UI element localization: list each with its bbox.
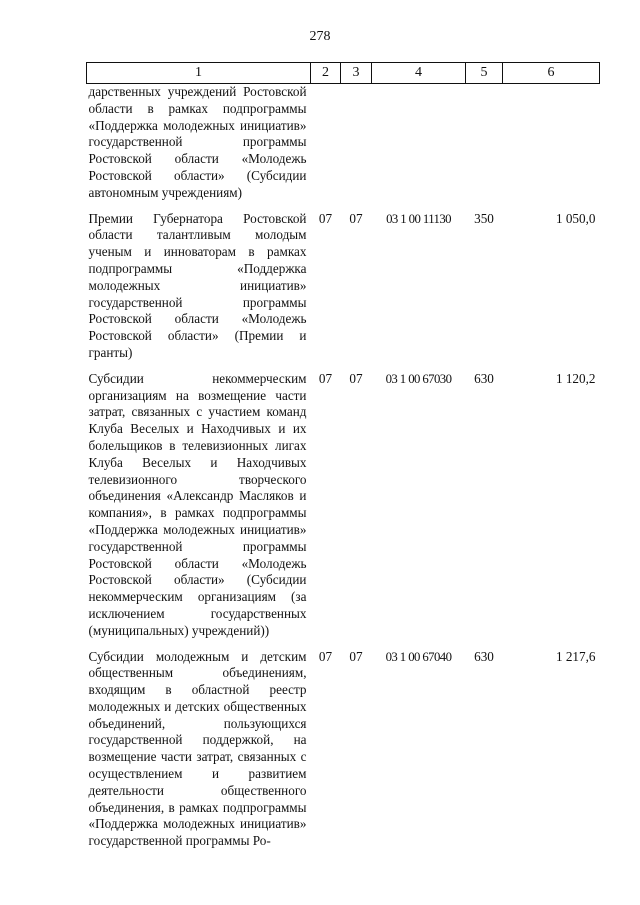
row-expense-type: 350 xyxy=(474,210,494,226)
row-section: 07 xyxy=(318,648,333,664)
row-description: Премии Губернатора Ростовской области талантливым молодым ученым и инноваторам в рамках подпрограммы «Поддержка молодежных инициатив» государственной программы Ростовской области «Молодежь Ростовской области» (Премии и гранты) xyxy=(88,210,307,360)
column-header: 5 xyxy=(466,63,503,84)
column-header: 6 xyxy=(503,63,600,84)
row-expense-type: 630 xyxy=(474,370,494,386)
row-subsection: 07 xyxy=(349,210,363,226)
column-header: 1 xyxy=(87,63,311,84)
column-header: 2 xyxy=(311,63,341,84)
row-section: 07 xyxy=(318,370,333,386)
row-description: Субсидии некоммерческим организациям на возмещение части затрат, связанных с участием команд Клуба Веселых и Находчивых и их болельщиков в телевизионных лигах Клуба Веселых и Находчивых телевизионного творческого объединения «Александр Масляков и компания», в рамках подпрограммы «Поддержка молодежных инициатив» государственной программы Ростовской области «Молодежь Ростовской области» (Субсидии некоммерческим организациям (за исключением государственных (муниципальных) учреждений)) xyxy=(88,370,307,638)
row-section: 07 xyxy=(318,210,333,226)
table-row xyxy=(87,640,600,851)
column-header: 4 xyxy=(372,63,466,84)
row-target-code: 03 1 00 11130 xyxy=(386,211,451,226)
row-target-code: 03 1 00 67040 xyxy=(385,649,452,664)
table-header xyxy=(87,63,600,84)
row-expense-type: 630 xyxy=(474,648,494,664)
row-amount: 1 120,2 xyxy=(555,370,596,386)
table-row xyxy=(87,84,600,202)
row-subsection: 07 xyxy=(349,370,363,386)
row-subsection xyxy=(341,84,372,202)
table-row xyxy=(87,202,600,362)
row-target-code: 03 1 00 67030 xyxy=(385,371,452,386)
row-amount: 1 050,0 xyxy=(555,210,596,226)
row-section xyxy=(311,84,341,202)
table-row xyxy=(87,362,600,640)
row-amount xyxy=(503,84,600,202)
row-description: дарственных учреждений Ростовской области в рамках подпрограммы «Поддержка молодежных инициатив» государственной программы Ростовской области «Молодежь Ростовской области» (Субсидии автономным учреждениям) xyxy=(88,84,307,200)
row-target-code xyxy=(372,84,466,202)
row-amount: 1 217,6 xyxy=(555,648,596,664)
row-subsection: 07 xyxy=(349,648,363,664)
row-description: Субсидии молодежным и детским общественным объединениям, входящим в областной реестр молодежных и детских общественных объединений, пользующихся государственной поддержкой, на возмещение части затрат, связанных с осуществлением и развитием деятельности общественного объединения, в рамках подпрограммы «Поддержка молодежных инициатив» государственной программы Ро- xyxy=(88,648,307,849)
column-header: 3 xyxy=(341,63,372,84)
page-number: 278 xyxy=(309,29,331,44)
budget-table xyxy=(86,62,600,850)
row-expense-type xyxy=(466,84,503,202)
